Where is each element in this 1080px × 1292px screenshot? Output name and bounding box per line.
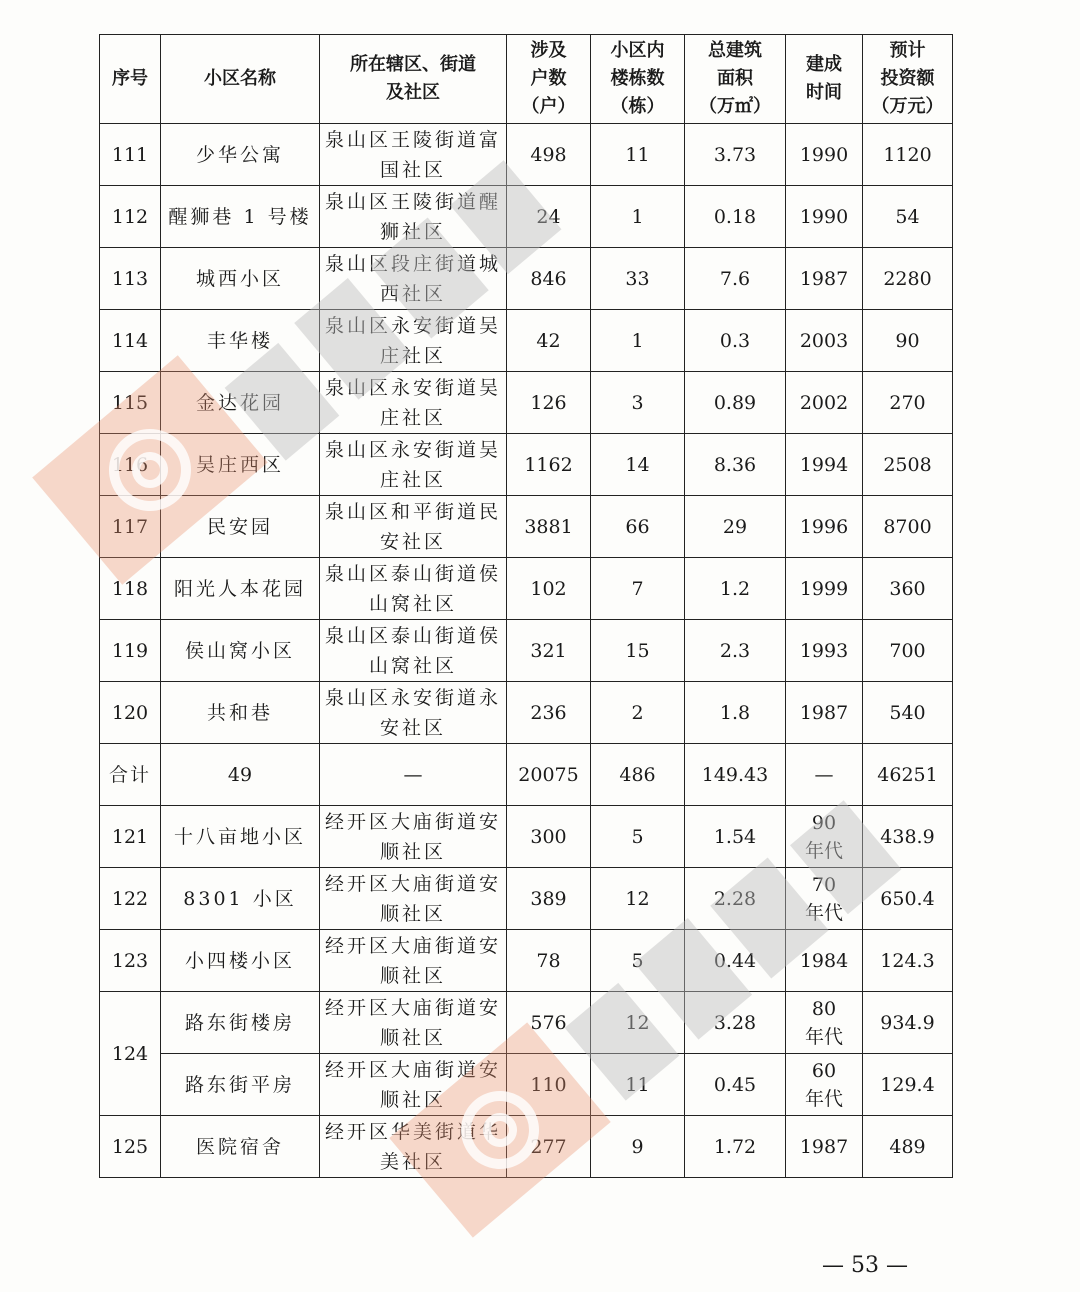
table-row — [100, 372, 953, 434]
location-line: 泉山区段庄街道城 — [324, 252, 501, 275]
cell-name: 侯山窝小区 — [161, 620, 320, 682]
cell-location — [320, 434, 507, 496]
cell-seq: 121 — [100, 806, 161, 868]
table-row — [100, 992, 953, 1054]
table-row — [100, 310, 953, 372]
header-investment-line: （万元） — [871, 96, 944, 117]
cell-buildings: 33 — [591, 248, 685, 310]
header-built-line: 建成 — [806, 54, 842, 75]
cell-investment: 54 — [863, 186, 953, 248]
cell-buildings: 14 — [591, 434, 685, 496]
renovation-table — [99, 34, 953, 1178]
cell-area: 1.72 — [685, 1116, 786, 1178]
cell-seq: 113 — [100, 248, 161, 310]
cell-seq: 124 — [100, 992, 161, 1116]
header-built-line: 时间 — [806, 82, 842, 103]
cell-buildings: 3 — [591, 372, 685, 434]
cell-built — [786, 1054, 863, 1116]
location-line: 泉山区王陵街道醒 — [324, 190, 501, 213]
cell-location — [320, 1054, 507, 1116]
header-buildings-line: 小区内 — [610, 40, 665, 61]
built-line: 90 — [811, 811, 837, 834]
location-line: 泉山区和平街道民 — [324, 500, 501, 523]
cell-built: 1990 — [786, 186, 863, 248]
cell-name: 医院宿舍 — [161, 1116, 320, 1178]
header-built — [786, 35, 863, 124]
cell-seq: 120 — [100, 682, 161, 744]
cell-investment: 700 — [863, 620, 953, 682]
location-line: 泉山区永安街道吴 — [324, 376, 501, 399]
cell-households: 300 — [507, 806, 591, 868]
cell-seq: 116 — [100, 434, 161, 496]
table-row — [100, 186, 953, 248]
cell-buildings: 66 — [591, 496, 685, 558]
cell-households: 110 — [507, 1054, 591, 1116]
location-line: 安社区 — [379, 530, 446, 553]
location-line: 顺社区 — [379, 1088, 446, 1111]
cell-name: 城西小区 — [161, 248, 320, 310]
cell-name: 阳光人本花园 — [161, 558, 320, 620]
cell-households: 3881 — [507, 496, 591, 558]
cell-location — [320, 992, 507, 1054]
header-buildings-line: （栋） — [610, 96, 665, 117]
cell-location — [320, 806, 507, 868]
built-line: 年代 — [804, 1087, 843, 1110]
cell-investment: 650.4 — [863, 868, 953, 930]
cell-name: 少华公寓 — [161, 124, 320, 186]
built-line: 70 — [811, 873, 837, 896]
table-row — [100, 1116, 953, 1178]
cell-households: 126 — [507, 372, 591, 434]
cell-name: 金达花园 — [161, 372, 320, 434]
header-row — [100, 35, 953, 124]
header-investment-line: 投资额 — [880, 68, 935, 89]
cell-households: 576 — [507, 992, 591, 1054]
cell-area: 1.2 — [685, 558, 786, 620]
header-area-line: 总建筑 — [708, 40, 762, 61]
cell-households: 277 — [507, 1116, 591, 1178]
cell-buildings: 7 — [591, 558, 685, 620]
cell-name: 路东街楼房 — [161, 992, 320, 1054]
cell-seq: 118 — [100, 558, 161, 620]
cell-built: 1990 — [786, 124, 863, 186]
cell-investment: 124.3 — [863, 930, 953, 992]
location-line: 泉山区王陵街道富 — [324, 128, 501, 151]
table-row — [100, 434, 953, 496]
cell-area: 1.54 — [685, 806, 786, 868]
built-line: 年代 — [804, 839, 843, 862]
cell-investment: 90 — [863, 310, 953, 372]
cell-name: 小四楼小区 — [161, 930, 320, 992]
cell-seq: 125 — [100, 1116, 161, 1178]
location-line: 国社区 — [379, 158, 446, 181]
built-line: 年代 — [804, 901, 843, 924]
header-buildings — [591, 35, 685, 124]
cell-location — [320, 558, 507, 620]
table-row — [100, 496, 953, 558]
cell-location — [320, 248, 507, 310]
cell-built — [786, 992, 863, 1054]
cell-investment: 129.4 — [863, 1054, 953, 1116]
cell-name: 丰华楼 — [161, 310, 320, 372]
cell-built: 1999 — [786, 558, 863, 620]
location-line: 庄社区 — [379, 406, 446, 429]
cell-investment: 540 — [863, 682, 953, 744]
cell-area: 7.6 — [685, 248, 786, 310]
cell-area: 3.73 — [685, 124, 786, 186]
cell-built: 1987 — [786, 1116, 863, 1178]
cell-seq: 122 — [100, 868, 161, 930]
header-location-line: 及社区 — [386, 82, 440, 103]
cell-built: 1994 — [786, 434, 863, 496]
cell-location — [320, 930, 507, 992]
cell-built — [786, 868, 863, 930]
table-row — [100, 620, 953, 682]
cell-households: 236 — [507, 682, 591, 744]
location-line: 顺社区 — [379, 840, 446, 863]
cell-location — [320, 372, 507, 434]
location-line: 安社区 — [379, 716, 446, 739]
total-households: 20075 — [507, 744, 591, 806]
location-line: 顺社区 — [379, 964, 446, 987]
cell-seq: 115 — [100, 372, 161, 434]
cell-buildings: 11 — [591, 1054, 685, 1116]
cell-buildings: 12 — [591, 992, 685, 1054]
header-buildings-line: 楼栋数 — [610, 68, 665, 89]
cell-area: 0.44 — [685, 930, 786, 992]
header-households-line: 户数 — [530, 68, 567, 89]
header-investment — [863, 35, 953, 124]
cell-built: 1987 — [786, 682, 863, 744]
cell-buildings: 9 — [591, 1116, 685, 1178]
header-area — [685, 35, 786, 124]
location-line: 庄社区 — [379, 468, 446, 491]
cell-name: 吴庄西区 — [161, 434, 320, 496]
location-line: 经开区大庙街道安 — [324, 810, 501, 833]
location-line: 泉山区永安街道吴 — [324, 438, 501, 461]
cell-investment: 2280 — [863, 248, 953, 310]
total-count: 49 — [161, 744, 320, 806]
location-line: 泉山区泰山街道侯 — [324, 562, 501, 585]
cell-investment: 438.9 — [863, 806, 953, 868]
cell-investment: 1120 — [863, 124, 953, 186]
table-row — [100, 124, 953, 186]
cell-buildings: 15 — [591, 620, 685, 682]
table-row — [100, 930, 953, 992]
cell-buildings: 12 — [591, 868, 685, 930]
header-area-line: 面积 — [717, 68, 753, 89]
header-name: 小区名称 — [161, 35, 320, 124]
cell-buildings: 5 — [591, 806, 685, 868]
cell-seq: 117 — [100, 496, 161, 558]
cell-households: 389 — [507, 868, 591, 930]
location-line: 经开区大庙街道安 — [324, 872, 501, 895]
cell-location — [320, 620, 507, 682]
total-location: — — [320, 744, 507, 806]
header-seq: 序号 — [100, 35, 161, 124]
cell-area: 0.45 — [685, 1054, 786, 1116]
cell-name: 8301 小区 — [161, 868, 320, 930]
cell-location — [320, 682, 507, 744]
cell-built: 2002 — [786, 372, 863, 434]
header-households-line: 涉及 — [530, 40, 567, 61]
cell-name: 十八亩地小区 — [161, 806, 320, 868]
cell-investment: 360 — [863, 558, 953, 620]
cell-location — [320, 310, 507, 372]
location-line: 经开区大庙街道安 — [324, 934, 501, 957]
header-households-line: （户） — [521, 96, 576, 117]
cell-investment: 270 — [863, 372, 953, 434]
cell-buildings: 5 — [591, 930, 685, 992]
location-line: 山窝社区 — [368, 654, 457, 677]
cell-name: 醒狮巷 1 号楼 — [161, 186, 320, 248]
cell-buildings: 1 — [591, 310, 685, 372]
cell-built — [786, 806, 863, 868]
total-built: — — [786, 744, 863, 806]
cell-area: 0.89 — [685, 372, 786, 434]
cell-households: 1162 — [507, 434, 591, 496]
cell-investment: 8700 — [863, 496, 953, 558]
cell-location — [320, 124, 507, 186]
location-line: 顺社区 — [379, 902, 446, 925]
table-row — [100, 248, 953, 310]
location-line: 狮社区 — [379, 220, 446, 243]
header-location-line: 所在辖区、街道 — [350, 54, 476, 75]
cell-buildings: 1 — [591, 186, 685, 248]
cell-buildings: 11 — [591, 124, 685, 186]
built-line: 60 — [811, 1059, 837, 1082]
cell-location — [320, 496, 507, 558]
location-line: 顺社区 — [379, 1026, 446, 1049]
cell-built: 1984 — [786, 930, 863, 992]
cell-seq: 112 — [100, 186, 161, 248]
table-row — [100, 868, 953, 930]
header-investment-line: 预计 — [889, 40, 926, 61]
cell-seq: 123 — [100, 930, 161, 992]
cell-households: 846 — [507, 248, 591, 310]
cell-investment: 2508 — [863, 434, 953, 496]
location-line: 经开区大庙街道安 — [324, 1058, 501, 1081]
cell-area: 3.28 — [685, 992, 786, 1054]
cell-area: 0.3 — [685, 310, 786, 372]
page-number: — 53 — — [822, 1253, 908, 1278]
cell-households: 321 — [507, 620, 591, 682]
header-area-line: （万㎡） — [699, 96, 771, 117]
location-line: 泉山区永安街道永 — [324, 686, 501, 709]
location-line: 山窝社区 — [368, 592, 457, 615]
location-line: 西社区 — [379, 282, 446, 305]
cell-built: 2003 — [786, 310, 863, 372]
cell-name: 共和巷 — [161, 682, 320, 744]
cell-households: 498 — [507, 124, 591, 186]
cell-seq: 119 — [100, 620, 161, 682]
cell-households: 24 — [507, 186, 591, 248]
cell-area: 0.18 — [685, 186, 786, 248]
built-line: 年代 — [804, 1025, 843, 1048]
cell-name: 民安园 — [161, 496, 320, 558]
total-row — [100, 744, 953, 806]
cell-households: 78 — [507, 930, 591, 992]
location-line: 经开区大庙街道安 — [324, 996, 501, 1019]
cell-seq: 114 — [100, 310, 161, 372]
cell-area: 1.8 — [685, 682, 786, 744]
cell-investment: 934.9 — [863, 992, 953, 1054]
table-row — [100, 682, 953, 744]
cell-built: 1996 — [786, 496, 863, 558]
cell-households: 42 — [507, 310, 591, 372]
cell-area: 8.36 — [685, 434, 786, 496]
built-line: 80 — [811, 997, 837, 1020]
cell-seq: 111 — [100, 124, 161, 186]
cell-name: 路东街平房 — [161, 1054, 320, 1116]
cell-area: 2.3 — [685, 620, 786, 682]
total-buildings: 486 — [591, 744, 685, 806]
total-investment: 46251 — [863, 744, 953, 806]
cell-location — [320, 868, 507, 930]
location-line: 庄社区 — [379, 344, 446, 367]
header-location — [320, 35, 507, 124]
total-label: 合计 — [100, 744, 161, 806]
total-area: 149.43 — [685, 744, 786, 806]
location-line: 美社区 — [379, 1150, 446, 1173]
cell-built: 1993 — [786, 620, 863, 682]
cell-investment: 489 — [863, 1116, 953, 1178]
cell-buildings: 2 — [591, 682, 685, 744]
location-line: 经开区华美街道华 — [324, 1120, 501, 1143]
location-line: 泉山区泰山街道侯 — [324, 624, 501, 647]
cell-location — [320, 1116, 507, 1178]
location-line: 泉山区永安街道吴 — [324, 314, 501, 337]
cell-area: 2.28 — [685, 868, 786, 930]
cell-built: 1987 — [786, 248, 863, 310]
table-row — [100, 1054, 953, 1116]
table-row — [100, 806, 953, 868]
cell-households: 102 — [507, 558, 591, 620]
cell-area: 29 — [685, 496, 786, 558]
header-households — [507, 35, 591, 124]
table-row — [100, 558, 953, 620]
cell-location — [320, 186, 507, 248]
